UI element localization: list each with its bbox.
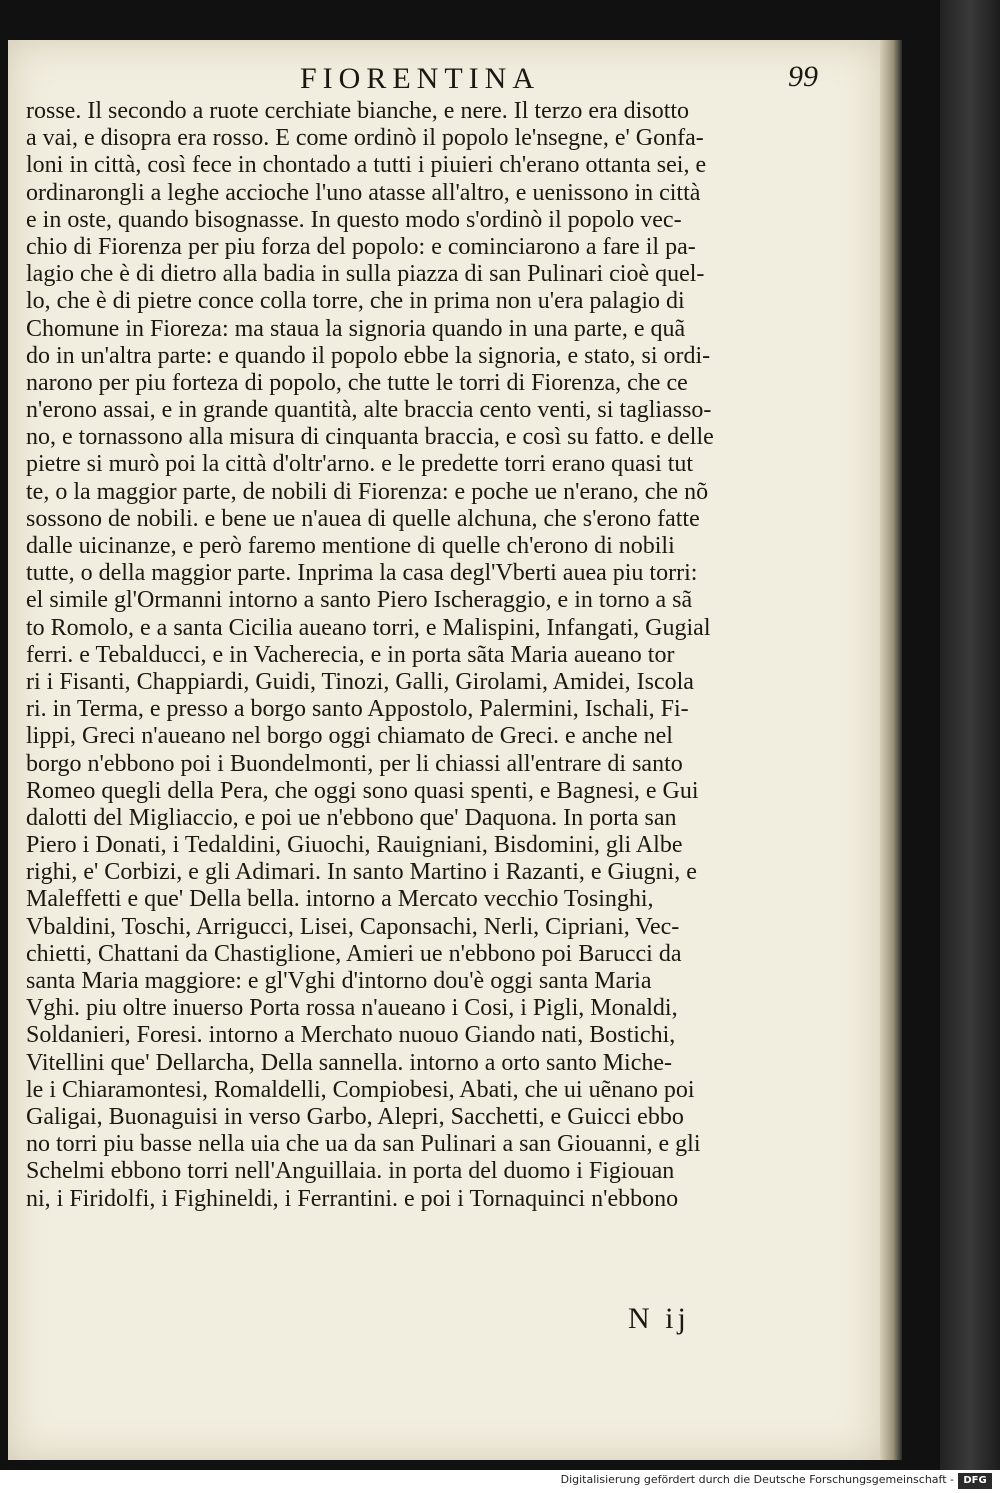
text-line: ferri. e Tebalducci, e in Vacherecia, e in porta sãta Maria aueano tor [26,641,675,668]
text-line: a vai, e disopra era rosso. E come ordinò il popolo le'nsegne, e' Gonfa- [26,125,704,152]
text-line: no torri piu basse nella uia che ua da san Pulinari a san Giouanni, e gli [26,1131,701,1158]
text-line: do in un'altra parte: e quando il popolo ebbe la signoria, e stato, si ordi- [26,342,711,369]
text-line: to Romolo, e a santa Cicilia aueano torri, e Malispini, Infangati, Gugial [26,614,711,641]
text-line: lo, che è di pietre conce colla torre, che in prima non u'era palagio di [26,288,685,315]
text-line: rosse. Il secondo a ruote cerchiate bianche, e nere. Il terzo era disotto [26,98,690,124]
page-edge [880,40,902,1460]
text-line: narono per piu forteza di popolo, che tutte le torri di Fiorenza, che ce [26,369,688,396]
text-line: ri i Fisanti, Chappiardi, Guidi, Tinozi, Galli, Girolami, Amidei, Iscola [26,668,694,695]
text-line: lippi, Greci n'aueano nel borgo oggi chiamato de Greci. e anche nel [26,723,673,750]
text-line: Soldanieri, Foresi. intorno a Merchato nuouo Giando nati, Bostichi, [26,1022,676,1049]
text-line: loni in città, così fece in chontado a tutti i piuieri ch'erano ottanta sei, e [26,152,707,179]
text-line: tutte, o della maggior parte. Inprima la casa degl'Vberti auea piu torri: [26,560,698,587]
text-line: chietti, Chattani da Chastiglione, Amieri ue n'ebbono poi Barucci da [26,940,682,967]
text-line: te, o la maggior parte, de nobili di Fiorenza: e poche ue n'erano, che nõ [26,478,709,505]
footer-bar [0,1470,1000,1493]
text-line: santa Maria maggiore: e gl'Vghi d'intorno dou'è oggi santa Maria [26,968,652,994]
text-line: Galigai, Buonaguisi in verso Garbo, Alepri, Sacchetti, e Guicci ebbo [26,1103,684,1130]
text-line: le i Chiaramontesi, Romaldelli, Compiobesi, Abati, che ui uẽnano poi [26,1076,695,1103]
text-line: e in oste, quando bisognasse. In questo modo s'ordinò il popolo vec- [26,206,682,233]
text-line: n'erono assai, e in grande quantità, alte braccia cento venti, si tagliasso- [26,397,712,424]
text-line: borgo n'ebbono poi i Buondelmonti, per li chiassi all'entrare di santo [26,750,683,777]
text-line: Piero i Donati, i Tedaldini, Giuochi, Rauigniani, Bisdomini, gli Albe [26,832,683,859]
text-line: Vghi. piu oltre inuerso Porta rossa n'aueano i Cosi, i Pigli, Monaldi, [26,995,678,1022]
text-line: ri. in Terma, e presso a borgo santo Appostolo, Palermini, Ischali, Fi- [26,696,689,723]
text-line: Maleffetti e que' Della bella. intorno a Mercato vecchio Tosinghi, [26,886,654,913]
dfg-logo: DFG [958,1473,992,1489]
signature-mark: N ij [628,1302,690,1335]
text-line: el simile gl'Ormanni intorno a santo Piero Ischeraggio, e in torno a sã [26,587,693,614]
binding-edge [940,0,1000,1470]
text-line: sossono de nobili. e bene ue n'auea di quelle alchuna, che s'erono fatte [26,505,700,532]
text-line: ordinarongli a leghe accioche l'uno atasse all'altro, e uenissono in città [26,179,701,206]
text-line: Vitellini que' Dellarcha, Della sannella. intorno a orto santo Miche- [26,1049,673,1076]
text-line: ni, i Firidolfi, i Fighineldi, i Ferrantini. e poi i Tornaquinci n'ebbono [26,1185,679,1212]
text-line: no, e tornassono alla misura di cinquanta braccia, e così su fatto. e delle [26,424,714,451]
text-line: righi, e' Corbizi, e gli Adimari. In santo Martino i Razanti, e Giugni, e [26,859,697,886]
text-line: Chomune in Fioreza: ma staua la signoria quando in una parte, e quã [26,315,686,342]
text-line: dalotti del Migliaccio, e poi ue n'ebbono que' Daquona. In porta san [26,804,677,831]
text-line: chio di Fiorenza per piu forza del popolo: e cominciarono a fare il pa- [26,233,696,260]
running-head: FIORENTINA [300,62,540,95]
text-line: lagio che è di dietro alla badia in sulla piazza di san Pulinari cioè quel- [26,261,705,288]
text-line: Vbaldini, Toschi, Arrigucci, Lisei, Caponsachi, Nerli, Cipriani, Vec- [26,913,680,940]
text-line: dalle uicinanze, e però faremo mentione di quelle ch'erono di nobili [26,533,675,559]
text-line: Romeo quegli della Pera, che oggi sono quasi spenti, e Bagnesi, e Gui [26,777,699,804]
page-number: 99 [788,60,818,93]
text-line: Schelmi ebbono torri nell'Anguillaia. in porta del duomo i Figiouan [26,1158,675,1185]
text-block [26,98,828,1213]
text-line: pietre si murò poi la città d'oltr'arno. e le predette torri erano quasi tut [26,451,694,478]
funding-notice: Digitalisierung gefördert durch die Deutsche Forschungsgemeinschaft - [560,1473,954,1486]
